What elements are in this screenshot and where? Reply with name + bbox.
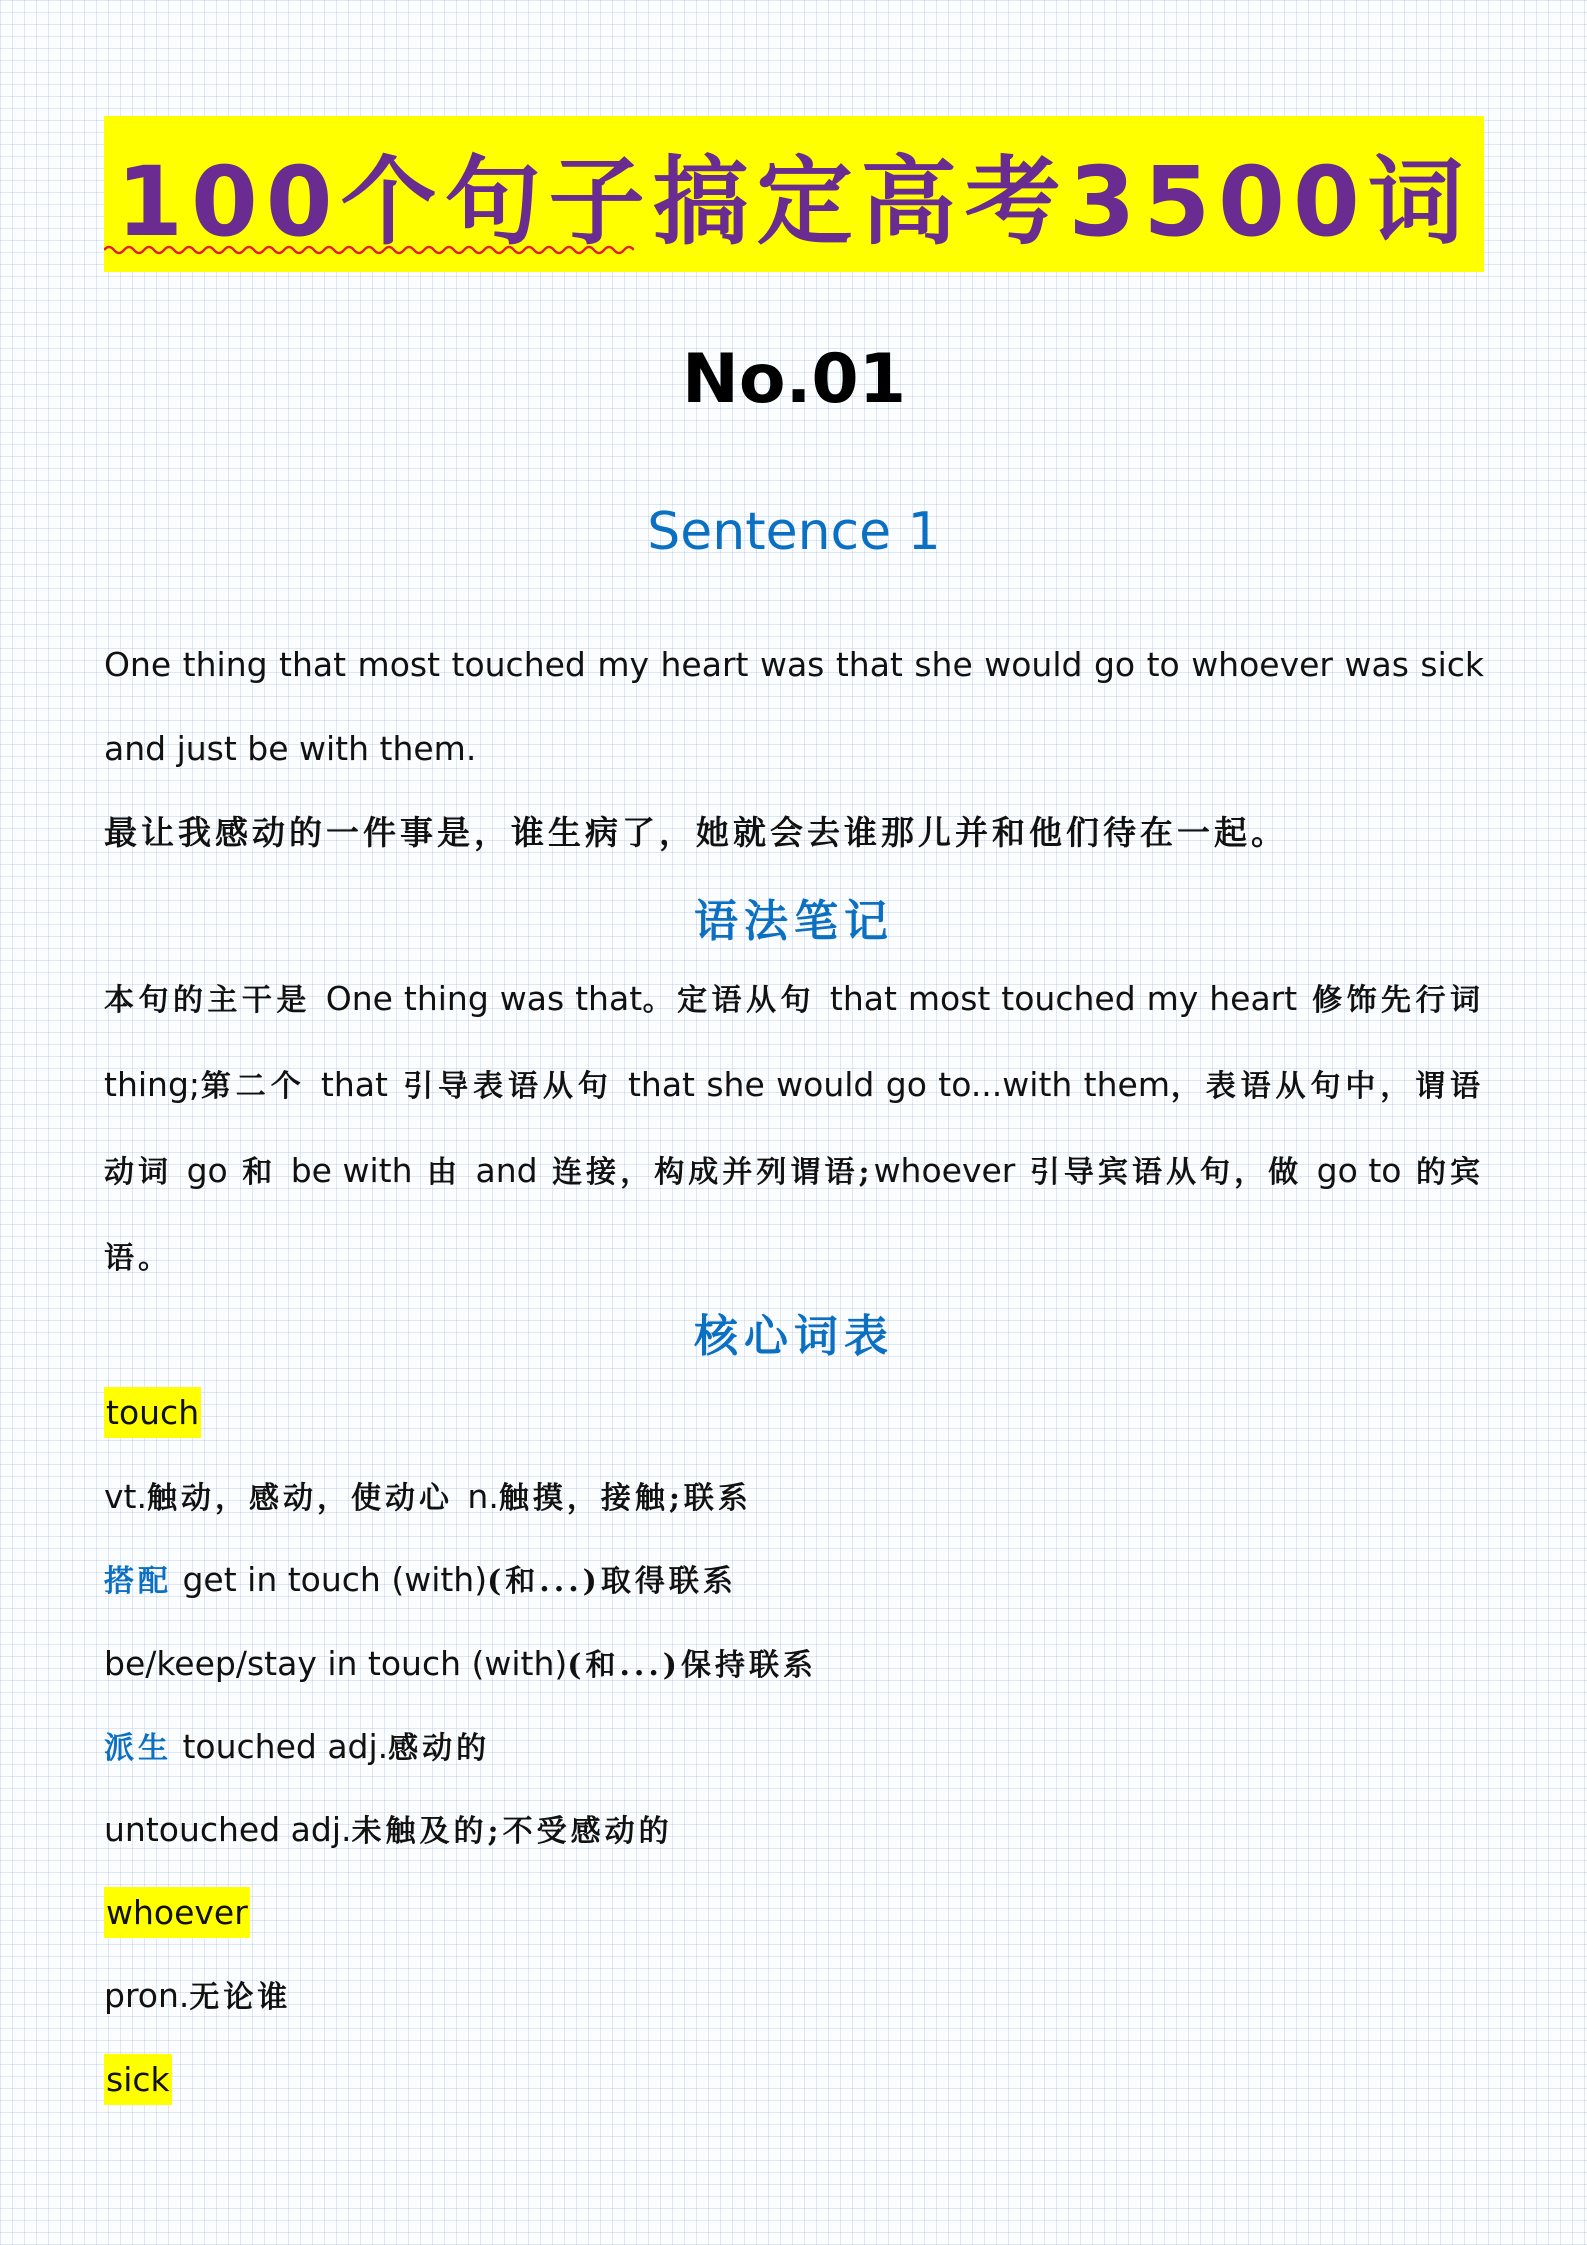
sentence-heading: Sentence 1	[647, 502, 941, 562]
derivative-word: touched adj.	[172, 1727, 389, 1766]
grammar-note-zh: 引导表语从句	[387, 1069, 628, 1104]
collocation-line	[104, 1636, 817, 1694]
vocab-word-touch	[104, 1385, 201, 1441]
derivative-tag: 派生	[104, 1731, 172, 1766]
grammar-note-en: that	[320, 1065, 388, 1104]
grammar-note-zh: ，表语从句中，谓语动词	[104, 1069, 1485, 1190]
grammar-note-zh: 第二个	[200, 1069, 321, 1104]
grammar-note-en: that most touched my heart	[829, 979, 1298, 1018]
collocation-phrase: be/keep/stay in touch (with)	[104, 1644, 568, 1683]
grammar-heading: 语法笔记	[694, 896, 894, 947]
derivative-line	[104, 1802, 673, 1860]
page-title: 100个句子搞定高考3500词	[116, 145, 1472, 258]
grammar-note-en: One thing was that	[325, 979, 643, 1018]
grammar-note-zh: 引导宾语从句，做	[1015, 1155, 1317, 1190]
definition-touch	[104, 1469, 752, 1527]
collocation-tag: 搭配	[104, 1564, 172, 1599]
collocation-meaning: (和...)保持联系	[567, 1648, 818, 1683]
vocab-word: whoever	[104, 1887, 250, 1938]
grammar-note-zh: 由	[412, 1155, 476, 1190]
derivative-meaning: 感动的	[388, 1731, 491, 1766]
definition-whoever	[104, 1968, 291, 2026]
grammar-note-en: be with	[290, 1151, 413, 1190]
derivative-line	[104, 1719, 490, 1777]
grammar-note-en: thing;	[104, 1065, 201, 1104]
pos-label: pron.	[104, 1976, 190, 2015]
grammar-note-zh: 修饰先行词	[1297, 983, 1485, 1018]
grammar-note-en: whoever	[873, 1151, 1016, 1190]
grammar-note-zh: 。定语从句	[642, 983, 830, 1018]
vocab-word: sick	[104, 2054, 172, 2105]
grammar-note-zh: 和	[227, 1155, 291, 1190]
definition-text: 触摸，接触;联系	[498, 1481, 752, 1516]
sentence-english: One thing that most touched my heart was that she would go to whoever was sick and just be with them.	[104, 645, 1484, 768]
grammar-note-en: that she would go to...with them	[627, 1065, 1170, 1104]
pos-label: n.	[467, 1477, 499, 1516]
grammar-note	[104, 957, 1484, 1301]
pos-label: vt.	[104, 1477, 147, 1516]
vocab-word-sick	[104, 2052, 172, 2108]
spellcheck-underline	[104, 242, 634, 258]
definition-text: 触动，感动，使动心	[146, 1481, 468, 1516]
lesson-number: No.01	[681, 340, 907, 419]
derivative-word: untouched adj.	[104, 1810, 352, 1849]
collocation-meaning: (和...)取得联系	[487, 1564, 737, 1599]
grammar-note-en: and	[475, 1151, 538, 1190]
vocab-heading: 核心词表	[694, 1311, 894, 1362]
collocation-line	[104, 1552, 737, 1610]
grammar-note-zh: 的宾语。	[104, 1155, 1484, 1276]
grammar-note-zh: 本句的主干是	[104, 983, 326, 1018]
derivative-meaning: 未触及的;不受感动的	[351, 1814, 673, 1849]
vocab-word: touch	[104, 1387, 201, 1438]
collocation-phrase: get in touch (with)	[172, 1560, 488, 1599]
grammar-note-en: go to	[1316, 1151, 1402, 1190]
vocab-word-whoever	[104, 1885, 250, 1941]
grammar-note-en: go	[186, 1151, 228, 1190]
sentence-chinese: 最让我感动的一件事是，谁生病了，她就会去谁那儿并和他们待在一起。	[104, 813, 1288, 852]
definition-text: 无论谁	[189, 1980, 292, 2015]
grammar-note-zh: 连接，构成并列谓语;	[537, 1155, 874, 1190]
